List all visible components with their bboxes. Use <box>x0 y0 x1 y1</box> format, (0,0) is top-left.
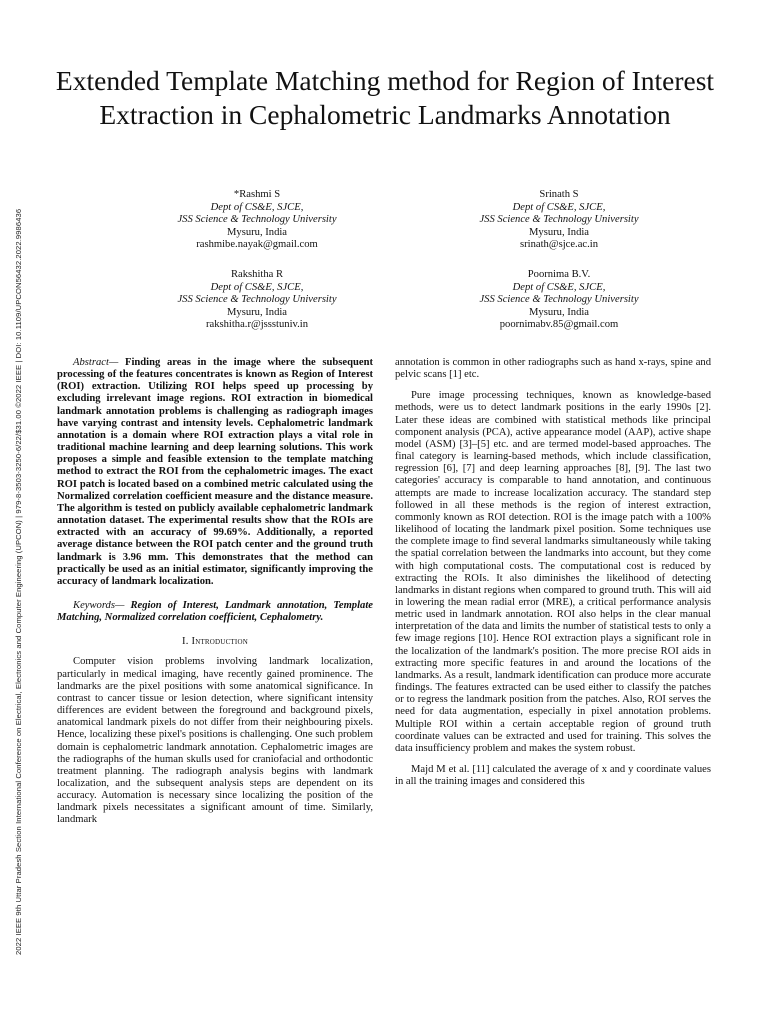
author-city: Mysuru, India <box>226 226 288 238</box>
abstract-label: Abstract— <box>73 357 119 368</box>
abstract-text: Finding areas in the image where the subsequent processing of the features concentrates is known as Region of Interest (ROI) extraction. Utilizing ROI helps speed up processing by excluding irrelevant image regions. ROI extraction in biomedical landmark annotation problems is challenging as radiograph images have varying contrast and intensity levels. Cephalometric landmark annotation is a domain where ROI extraction plays a vital role in traditional machine learning and deep learning solutions. This work proposes a simple and feasible extension to the template matching method to extract the ROI from the cephalometric images. The exact ROI patch is located based on a combined metric calculated using the Normalized correlation coefficient measure and the distance measure. The algorithm is tested on publicly available cephalometric landmark annotation dataset. The experimental results show that the ROIs are extracted with an accuracy of 99.69%. Additionally, a reported average distance between the ROI patch center and the ground truth landmark is 3.96 mm. This demonstrates that the method can practically be used as an initial estimator, significantly improving the accuracy of landmark localization. <box>57 357 373 587</box>
body-paragraph: Pure image processing techniques, known as knowledge-based methods, were us to detect landmark positions in the early 1990s [2]. Later these ideas are combined with statistical methods like principal component analysis (PCA), active appearance model (AAP), active shape model (ASM) [3]–[5] etc. and are termed model-based approaches. The final category is learning-based methods, which include classification, regression [6], [7] and deep learning approaches [8], [9]. The last two categories' accuracy is comparable to hand annotation, and continuous attempts are made to increase localization accuracy. The standard step followed in all these methods is the region of interest extraction, commonly known as ROI detection. ROI is the image patch with a 100% likelihood of locating the landmark pixel position. Some techniques use the complete image to find several landmarks simultaneously while taking the spatial correlation between the landmarks into account, but they come with high computational costs. The computational cost is reduced by extracting the ROIs. It also diminishes the likelihood of detecting landmarks in distant regions when compared to ground truth. This will aid in lowering the mean radial error (MRE), a critical performance analysis metric used in landmark annotation. ROI also helps in the clear manual interpretation of the data and limits the number of statistical tests to only a few image regions [10]. Hence ROI extraction plays a significant role in the localization of the landmark's position. The more precise ROI aids in extracting more specific features in and around the locations of the landmarks. As a result, landmark identification can produce more accurate findings. The features extracted can be used either to classify the patches or to regress the landmark position from the patches. Also, ROI serves the need for data augmentation, especially in pixel annotation problems. Multiple ROI within a certain acceptable region of ground truth coordinate values can be extracted and used for training. This solves the data insufficiency problem and makes the system robust. <box>395 390 711 754</box>
author-email: rashmibe.nayak@gmail.com <box>196 239 318 251</box>
author-block-4 <box>434 269 684 332</box>
author-block-2 <box>434 189 684 252</box>
author-name: *Rashmi S <box>233 189 281 200</box>
author-name: Srinath S <box>539 189 579 200</box>
author-name: Rakshitha R <box>230 269 284 280</box>
author-university: JSS Science & Technology University <box>479 214 639 226</box>
intro-paragraph: Computer vision problems involving landmark localization, particularly in medical imaging, have recently gained prominence. The landmarks are the pixel positions with some anatomical significance. In contrast to cancer tissue or lesion detection, where significant intensity differences are evident between the foreground and background pixels, anatomical landmark pixels do not differ from their neighbouring pixels. Hence, localizing these pixel's positions is challenging. One such problem domain is cephalometric landmark annotation. Cephalometric images are the radiographs of the human skulls used for craniofacial and orthodontic treatment planning. The radiograph analysis begins with landmark localization, and the subsequent analysis steps are dependent on its accuracy. Automation is necessary since localizing the position of the landmark pixels necessitates a significant amount of time. Similarly, landmark <box>57 656 373 826</box>
left-column <box>57 357 373 827</box>
body-paragraph: Majd M et al. [11] calculated the average of x and y coordinate values in all the training images and considered this <box>395 764 711 788</box>
keywords <box>57 600 373 624</box>
author-dept: Dept of CS&E, SJCE, <box>512 281 606 293</box>
keywords-label: Keywords— <box>73 599 125 611</box>
author-university: JSS Science & Technology University <box>479 294 639 306</box>
author-email: poornimabv.85@gmail.com <box>499 319 619 331</box>
author-email: rakshitha.r@jssstuniv.in <box>205 319 309 331</box>
author-dept: Dept of CS&E, SJCE, <box>512 201 606 213</box>
author-university: JSS Science & Technology University <box>177 214 337 226</box>
abstract <box>57 357 373 588</box>
keywords-text: Region of Interest, Landmark annotation, Template Matching, Normalized correlation coefficient, Cephalometry. <box>57 599 373 624</box>
copyright-sidebar <box>2 0 23 1024</box>
author-email: srinath@sjce.ac.in <box>520 239 598 251</box>
author-city: Mysuru, India <box>528 306 590 318</box>
paper-title: Extended Template Matching method for Region of Interest Extraction in Cephalometric Landmarks Annotation <box>55 65 715 130</box>
author-city: Mysuru, India <box>226 306 288 318</box>
author-city: Mysuru, India <box>528 226 590 238</box>
continued-paragraph: annotation is common in other radiographs such as hand x-rays, spine and pelvic scans [1] etc. <box>395 357 711 381</box>
author-block-1 <box>132 189 382 252</box>
author-university: JSS Science & Technology University <box>177 294 337 306</box>
copyright-sidebar-text: 2022 IEEE 9th Uttar Pradesh Section International Conference on Electrical, Electronics and Computer Engineering (UPCON) | 979-8-3503-3250-6/22/$31.00 ©2022 IEEE | DOI: 10.1109/UPCON56432.2022.9986436 <box>14 208 23 955</box>
author-dept: Dept of CS&E, SJCE, <box>210 281 304 293</box>
author-name: Poornima B.V. <box>527 269 591 280</box>
right-column <box>395 357 711 788</box>
author-block-3 <box>132 269 382 332</box>
section-heading-introduction: I. Introduction <box>182 636 248 648</box>
author-dept: Dept of CS&E, SJCE, <box>210 201 304 213</box>
